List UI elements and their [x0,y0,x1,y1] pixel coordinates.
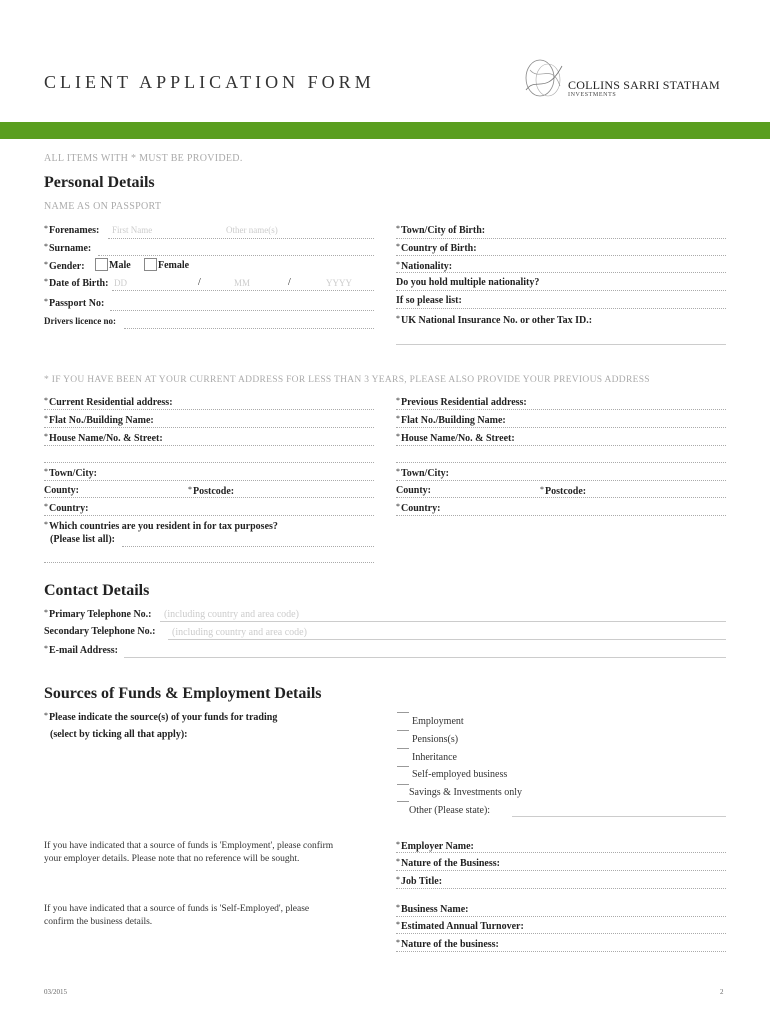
footer-page-number: 2 [720,988,724,996]
tax-id-field[interactable] [396,344,726,345]
forenames-hint-other: Other name(s) [226,225,278,235]
fund-other-field[interactable] [512,816,726,817]
fund-pensions-label: Pensions(s) [412,734,459,745]
previous-country-field[interactable] [396,515,726,516]
fund-other-checkbox[interactable] [397,801,409,802]
tax-residency-field-2[interactable] [44,562,374,563]
forenames-label: *Forenames: [44,224,100,236]
turnover-field[interactable] [396,933,726,934]
previous-street-field-2[interactable] [396,462,726,463]
fund-self-employed-label: Self-employed business [412,769,508,780]
tax-residency-field[interactable] [122,546,374,547]
current-county-label: County: [44,485,80,496]
previous-county-postcode-field[interactable] [396,497,726,498]
current-country-label: *Country: [44,502,89,514]
town-of-birth-label: *Town/City of Birth: [396,224,486,236]
gender-female-checkbox[interactable] [144,258,157,271]
business-name-label: *Business Name: [396,903,469,915]
previous-address-label: *Previous Residential address: [396,396,527,408]
primary-phone-field[interactable] [160,621,726,622]
forenames-hint-first: First Name [112,225,153,235]
required-notice: ALL ITEMS WITH * MUST BE PROVIDED. [44,153,243,164]
previous-town-label: *Town/City: [396,467,449,479]
fund-self-employed-checkbox[interactable] [397,766,409,767]
previous-street-field[interactable] [396,445,726,446]
nationality-field[interactable] [396,272,726,273]
employer-nature-label: *Nature of the Business: [396,857,500,869]
forenames-field[interactable] [108,238,374,239]
country-of-birth-field[interactable] [396,255,726,256]
fund-savings-label: Savings & Investments only [409,787,523,798]
previous-street-label: *House Name/No. & Street: [396,432,515,444]
form-title: CLIENT APPLICATION FORM [44,72,375,92]
employment-note: If you have indicated that a source of funds is 'Employment', please confirm your employer details. Please note that no reference will be sought. [44,841,334,864]
personal-details-title: Personal Details [44,174,155,191]
previous-address-field[interactable] [396,409,726,410]
fund-employment-label: Employment [412,716,464,727]
current-postcode-label: *Postcode: [188,485,235,497]
business-name-field[interactable] [396,916,726,917]
employer-name-label: *Employer Name: [396,840,474,852]
current-street-field[interactable] [44,445,374,446]
dob-year-hint: YYYY [326,278,352,288]
secondary-phone-field[interactable] [168,639,726,640]
current-address-label: *Current Residential address: [44,396,173,408]
current-country-field[interactable] [44,515,374,516]
dob-day-hint: DD [114,278,127,288]
licence-field[interactable] [124,328,374,329]
current-town-field[interactable] [44,480,374,481]
current-county-postcode-field[interactable] [44,497,374,498]
dob-label: *Date of Birth: [44,277,109,289]
secondary-phone-label: Secondary Telephone No.: [44,626,156,637]
funds-title: Sources of Funds & Employment Details [44,685,322,702]
business-nature-label: *Nature of the business: [396,938,499,950]
secondary-phone-hint: (including country and area code) [172,627,307,638]
tax-residency-list-label: (Please list all): [50,534,115,545]
current-flat-field[interactable] [44,427,374,428]
fund-pensions-checkbox[interactable] [397,730,409,731]
employer-nature-field[interactable] [396,870,726,871]
funds-question: *Please indicate the source(s) of your funds for trading [44,711,278,723]
previous-town-field[interactable] [396,480,726,481]
licence-label: Drivers licence no: [44,316,116,326]
contact-details-title: Contact Details [44,582,150,599]
tax-residency-question: *Which countries are you resident in for tax purposes? [44,520,278,532]
funds-question-hint: (select by ticking all that apply): [50,729,188,740]
gender-label: *Gender: [44,260,85,272]
header-accent-bar [0,122,770,139]
gender-male-label: Male [109,260,131,271]
passport-label: *Passport No: [44,297,105,309]
previous-postcode-label: *Postcode: [540,485,587,497]
self-employed-note: If you have indicated that a source of funds is 'Self-Employed', please confirm the business details. [44,904,310,927]
multiple-nationality-label: Do you hold multiple nationality? [396,277,540,288]
passport-field[interactable] [110,310,374,311]
name-passport-caption: NAME AS ON PASSPORT [44,201,162,212]
current-flat-label: *Flat No./Building Name: [44,414,154,426]
fund-inheritance-label: Inheritance [412,752,457,763]
fund-savings-checkbox[interactable] [397,784,409,785]
brand-name: COLLINS SARRI STATHAM [568,78,720,92]
previous-flat-label: *Flat No./Building Name: [396,414,506,426]
multiple-nationality-field[interactable] [396,290,726,291]
fund-other-label: Other (Please state): [409,805,491,816]
dob-field[interactable] [112,290,374,291]
previous-country-label: *Country: [396,502,441,514]
primary-phone-hint: (including country and area code) [164,609,299,620]
business-nature-field[interactable] [396,951,726,952]
current-street-label: *House Name/No. & Street: [44,432,163,444]
email-field[interactable] [124,657,726,658]
surname-label: *Surname: [44,242,92,254]
address-notice: * IF YOU HAVE BEEN AT YOUR CURRENT ADDRESS FOR LESS THAN 3 YEARS, PLEASE ALSO PROVIDE YOUR PREVIOUS ADDRESS [44,375,650,385]
previous-county-label: County: [396,485,432,496]
current-town-label: *Town/City: [44,467,97,479]
current-address-field[interactable] [44,409,374,410]
dob-month-hint: MM [234,278,251,288]
tax-id-label: *UK National Insurance No. or other Tax ID.: [396,314,593,326]
nationality-list-field[interactable] [396,308,726,309]
fund-employment-checkbox[interactable] [397,712,409,713]
previous-flat-field[interactable] [396,427,726,428]
turnover-label: *Estimated Annual Turnover: [396,920,524,932]
employer-name-field[interactable] [396,852,726,853]
gender-male-checkbox[interactable] [95,258,108,271]
fund-inheritance-checkbox[interactable] [397,748,409,749]
dob-separator-1: / [198,277,201,288]
current-street-field-2[interactable] [44,462,374,463]
email-label: *E-mail Address: [44,644,118,656]
gender-female-label: Female [158,260,190,271]
nationality-label: *Nationality: [396,260,453,272]
country-of-birth-label: *Country of Birth: [396,242,477,254]
brand-subtitle: INVESTMENTS [568,92,617,98]
job-title-field[interactable] [396,888,726,889]
footer-date: 03/2015 [44,988,67,996]
surname-field[interactable] [98,255,374,256]
town-of-birth-field[interactable] [396,238,726,239]
primary-phone-label: *Primary Telephone No.: [44,608,152,620]
job-title-label: *Job Title: [396,875,443,887]
dob-separator-2: / [288,277,291,288]
nationality-list-label: If so please list: [396,295,462,306]
